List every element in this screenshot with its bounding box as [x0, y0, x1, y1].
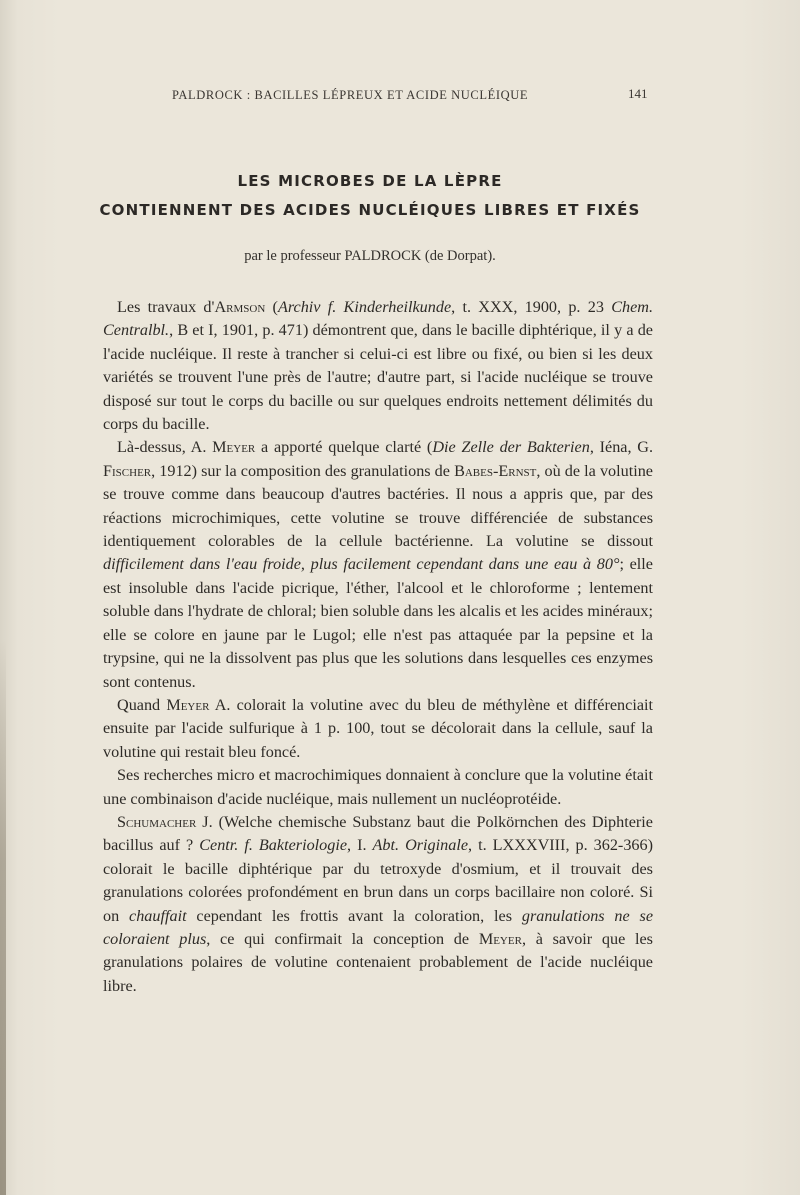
article-title-line-1: LES MICROBES DE LA LÈPRE [237, 172, 503, 190]
italic-text: Centr. f. Bakteriologie [199, 836, 348, 855]
author-byline: par le professeur PALDROCK (de Dorpat). [244, 248, 496, 264]
running-header: PALDROCK : BACILLES LÉPREUX ET ACIDE NUCLÉIQUE [172, 88, 529, 102]
binding-shadow [0, 640, 6, 1195]
author-name: Fischer [103, 461, 152, 480]
article-body [103, 296, 653, 998]
author-name: Meyer [212, 438, 256, 457]
body-paragraph [103, 764, 653, 811]
text-run: , I. [347, 836, 373, 855]
text-run: , à savoir que les granulations polaires de volutine contenaient probablement de l'acide nucléique libre. [103, 929, 653, 995]
body-paragraph [103, 694, 653, 764]
author-name: Meyer [478, 929, 522, 948]
text-run: A. colorait la volutine avec du bleu de méthylène et différenciait ensuite par l'acide sulfurique à 1 p. 100, tout se décolorait dans la cellule, sauf la volutine qui restait bleu foncé. [103, 695, 653, 761]
text-run: Quand [117, 695, 167, 714]
author-name: Meyer [166, 695, 210, 714]
text-run: Là-dessus, A. [117, 438, 213, 457]
text-run: a apporté quelque clarté ( [255, 438, 433, 457]
author-name: Armson [214, 298, 266, 316]
italic-text: Die Zelle der Bakterien [432, 438, 590, 457]
author-name: Schumacher [117, 812, 197, 831]
text-run: , t. LXXXVIII, p. 362-366) colorait le bacille diphtérique par du tetroxyde d'osmium, et il trouvait des granulations colorées profondément en brun dans un corps bacillaire non coloré. Si on [103, 836, 653, 925]
text-run: cependant les frottis avant la coloration, les [186, 906, 522, 925]
italic-text: Abt. Originale [372, 836, 469, 855]
author-name: Babes-Ernst [454, 461, 537, 480]
page-number: 141 [628, 86, 648, 101]
body-paragraph [103, 296, 653, 436]
text-run: , 1912) sur la composition des granulations de [151, 461, 455, 480]
body-paragraph [103, 811, 653, 998]
article-title-line-2: CONTIENNENT DES ACIDES NUCLÉIQUES LIBRES ET FIXÉS [99, 201, 641, 219]
text-run: Ses recherches micro et macrochimiques donnaient à conclure que la volutine était une combinaison d'acide nucléique, mais nullement un nucléoprotéide. [103, 766, 653, 808]
text-run: , Iéna, G. [589, 438, 654, 457]
text-run: ( [265, 298, 278, 316]
text-run: J. (Welche chemische Substanz baut die Polkörnchen des Diphterie bacillus auf ? [103, 812, 653, 855]
italic-text: Archiv f. Kinderheilkunde [277, 298, 452, 316]
text-run: , où de la volutine se trouve comme dans beaucoup d'autres bactéries. Il nous a appris que, par des réactions microchimiques, cette volutine se trouve différenciée de substances identiquement colorables de la cellule bactérienne. La volutine se dissout [103, 461, 653, 551]
italic-text: chauffait [129, 906, 187, 925]
body-paragraph [103, 436, 653, 693]
italic-text: Chem. Centralbl. [103, 298, 653, 340]
text-run: , t. XXX, 1900, p. 23 [451, 298, 612, 316]
text-run: , ce qui confirmait la conception de [206, 929, 479, 948]
text-run: ; elle est insoluble dans l'acide picrique, l'éther, l'alcool et le chloroforme ; lentement soluble dans l'hydrate de chloral; bien soluble dans les alcalis et les acides minéraux; elle se colore en jaune par le Lugol; elle n'est pas attaquée par la pepsine et la trypsine, qui ne la dissolvent pas plus que les solutions dans lesquelles ces enzymes sont contenus. [103, 555, 653, 691]
italic-text: granulations ne se coloraient plus [103, 906, 654, 948]
text-run: Les travaux d' [117, 298, 215, 316]
italic-text: difficilement dans l'eau froide, plus facilement cependant dans une eau à 80° [103, 555, 620, 574]
text-run: , B et I, 1901, p. 471) démontrent que, dans le bacille diphtérique, il y a de l'acide nucléique. Il reste à trancher si celui-ci est libre ou fixé, ou bien si les deux variétés se trouvent l'une près de l'autre; d'autre part, si l'acide nucléique se trouve disposé sur tout le corps du bacille ou sur quelques endroits nettement délimités du corps du bacille. [103, 321, 653, 434]
